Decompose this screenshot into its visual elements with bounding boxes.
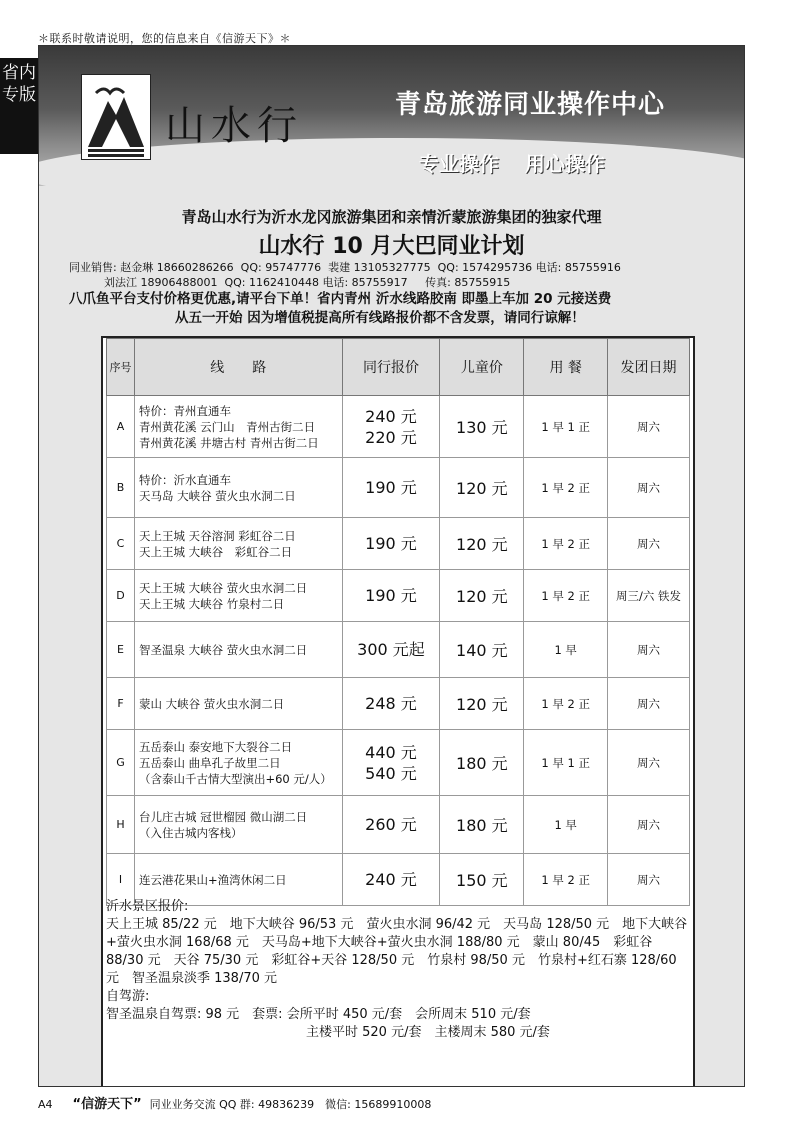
row-meal: 1 早	[524, 796, 608, 854]
row-route	[134, 796, 342, 854]
footer-qq: 同业业务交流 QQ 群: 49836239	[149, 1098, 315, 1111]
row-child-price: 180 元	[440, 730, 524, 796]
row-date: 周六	[608, 796, 690, 854]
slogan-2: 用心操作	[525, 152, 605, 176]
table-row	[107, 570, 690, 622]
row-price	[342, 518, 440, 570]
footer-wechat: 微信: 15689910008	[325, 1098, 432, 1111]
row-price	[342, 796, 440, 854]
self-drive-heading: 自驾游:	[106, 989, 150, 1004]
row-meal: 1 早 1 正	[524, 730, 608, 796]
route-line: （含泰山千古情大型演出+60 元/人）	[138, 771, 332, 786]
banner-title: 青岛旅游同业操作中心	[395, 90, 666, 120]
row-meal: 1 早 1 正	[524, 396, 608, 458]
row-date: 周六	[608, 622, 690, 678]
banner-slogan	[419, 148, 605, 177]
scenic-heading: 沂水景区报价:	[106, 899, 189, 914]
row-seq: G	[107, 730, 135, 796]
table-row	[107, 518, 690, 570]
row-child-price: 120 元	[440, 570, 524, 622]
row-price	[342, 458, 440, 518]
route-line: 智圣温泉 大峡谷 萤火虫水洞二日	[138, 642, 308, 657]
row-price	[342, 622, 440, 678]
price-line: 248 元	[365, 694, 417, 713]
row-meal: 1 早 2 正	[524, 458, 608, 518]
col-child: 儿童价	[440, 339, 524, 396]
contact-info	[69, 260, 621, 290]
route-line: 连云港花果山+渔湾休闲二日	[138, 872, 287, 887]
row-seq: I	[107, 854, 135, 906]
notice-line: 从五一开始 因为增值税提高所有线路报价都不含发票，请同行谅解！	[175, 310, 585, 326]
table-row	[107, 796, 690, 854]
row-child-price: 140 元	[440, 622, 524, 678]
route-line: 天上王城 大峡谷 竹泉村二日	[138, 596, 285, 611]
price-line: 190 元	[365, 478, 417, 497]
row-date: 周六	[608, 854, 690, 906]
row-meal: 1 早	[524, 622, 608, 678]
route-line: 天马岛 大峡谷 萤火虫水洞二日	[138, 488, 296, 503]
col-meal: 用 餐	[524, 339, 608, 396]
row-date: 周六	[608, 458, 690, 518]
row-child-price: 130 元	[440, 396, 524, 458]
row-meal: 1 早 2 正	[524, 678, 608, 730]
source-note: ＊联系时敬请说明，您的信息来自《信游天下》＊	[38, 32, 291, 45]
row-price	[342, 570, 440, 622]
row-meal: 1 早 2 正	[524, 570, 608, 622]
contact-line: 刘法江 18906488001 QQ: 1162410448 电话: 85755917 传真: 85755915	[69, 276, 511, 289]
row-meal: 1 早 2 正	[524, 854, 608, 906]
price-line: 240 元	[365, 870, 417, 889]
row-route	[134, 622, 342, 678]
table-header-row	[107, 339, 690, 396]
scenic-prices	[106, 898, 690, 1042]
row-date: 周六	[608, 518, 690, 570]
row-route	[134, 570, 342, 622]
table-row	[107, 678, 690, 730]
price-line: 190 元	[365, 534, 417, 553]
row-seq: D	[107, 570, 135, 622]
footer-brand: “信游天下”	[72, 1097, 142, 1112]
row-price	[342, 730, 440, 796]
price-line: 300 元起	[357, 640, 425, 659]
route-line: 青州黄花溪 云门山 青州古街二日	[138, 419, 316, 434]
row-route	[134, 518, 342, 570]
section-tab: 省内专版	[0, 58, 38, 154]
row-route	[134, 458, 342, 518]
price-line: 190 元	[365, 586, 417, 605]
agent-statement: 青岛山水行为沂水龙冈旅游集团和亲情沂蒙旅游集团的独家代理	[181, 208, 602, 226]
route-line: 五岳泰山 泰安地下大裂谷二日	[138, 739, 293, 754]
mountain-logo-icon	[81, 74, 151, 160]
row-price	[342, 396, 440, 458]
route-line: 青州黄花溪 井塘古村 青州古街二日	[138, 435, 319, 450]
header-banner	[39, 46, 744, 186]
route-line: 五岳泰山 曲阜孔子故里二日	[138, 755, 281, 770]
row-seq: F	[107, 678, 135, 730]
scenic-text: 天上王城 85/22 元 地下大峡谷 96/53 元 萤火虫水洞 96/42 元 天马岛 128/50 元 地下大峡谷+萤火虫水洞 168/68 元 天马岛+地下大峡谷+萤火虫水洞 188/80 元 蒙山 80/45 彩虹谷 88/30 元 天谷 75/30 元 彩虹谷+天谷 128/50 元 竹泉村 98/50 元 竹泉村+红石寨 128/60 元 智圣温泉淡季 138/70 元	[106, 917, 688, 986]
table-row	[107, 622, 690, 678]
price-line: 240 元	[365, 406, 417, 426]
row-seq: E	[107, 622, 135, 678]
brand-logo-text: 山水行	[165, 103, 303, 149]
advertisement-page	[38, 45, 745, 1087]
row-seq: H	[107, 796, 135, 854]
row-seq: B	[107, 458, 135, 518]
row-child-price: 120 元	[440, 518, 524, 570]
row-date: 周六	[608, 396, 690, 458]
price-line: 260 元	[365, 815, 417, 834]
col-date: 发团日期	[608, 339, 690, 396]
row-route	[134, 730, 342, 796]
self-drive-line: 智圣温泉自驾票: 98 元 套票: 会所平时 450 元/套 会所周末 510 元/套	[106, 1007, 531, 1022]
row-date: 周三/六 铁发	[608, 570, 690, 622]
route-line: 台儿庄古城 冠世榴园 微山湖二日	[138, 809, 308, 824]
plan-title: 山水行 10 月大巴同业计划	[258, 234, 525, 259]
row-child-price: 120 元	[440, 678, 524, 730]
row-child-price: 150 元	[440, 854, 524, 906]
page-number: A4	[38, 1098, 53, 1111]
row-seq: C	[107, 518, 135, 570]
slogan-1: 专业操作	[419, 152, 499, 176]
route-line: 天上王城 大峡谷 彩虹谷二日	[138, 544, 293, 559]
row-child-price: 120 元	[440, 458, 524, 518]
col-route: 线 路	[134, 339, 342, 396]
self-drive-line: 主楼平时 520 元/套 主楼周末 580 元/套	[306, 1025, 550, 1040]
route-price-table	[101, 336, 695, 1087]
price-line: 220 元	[365, 427, 417, 447]
col-seq: 序号	[107, 339, 135, 396]
row-seq: A	[107, 396, 135, 458]
row-child-price: 180 元	[440, 796, 524, 854]
row-route	[134, 396, 342, 458]
route-line: （入住古城内客栈）	[138, 825, 243, 840]
footer	[38, 1093, 431, 1112]
route-line: 天上王城 天谷溶洞 彩虹谷二日	[138, 528, 296, 543]
route-line: 特价：沂水直通车	[138, 472, 231, 487]
table-row	[107, 730, 690, 796]
row-price	[342, 678, 440, 730]
contact-line: 同业销售: 赵金琳 18660286266 QQ: 95747776 裴建 13105327775 QQ: 1574295736 电话: 85755916	[69, 261, 621, 274]
price-line: 440 元	[365, 742, 417, 762]
route-line: 天上王城 大峡谷 萤火虫水洞二日	[138, 580, 308, 595]
notice	[69, 290, 611, 328]
price-line: 540 元	[365, 763, 417, 783]
table-row	[107, 458, 690, 518]
route-line: 特价：青州直通车	[138, 403, 231, 418]
row-date: 周六	[608, 678, 690, 730]
table-row	[107, 396, 690, 458]
row-date: 周六	[608, 730, 690, 796]
row-route	[134, 678, 342, 730]
row-meal: 1 早 2 正	[524, 518, 608, 570]
route-line: 蒙山 大峡谷 萤火虫水洞二日	[138, 696, 285, 711]
col-price: 同行报价	[342, 339, 440, 396]
notice-line: 八爪鱼平台支付价格更优惠,请平台下单！省内青州 沂水线路胶南 即墨上车加 20 元接送费	[69, 291, 612, 307]
